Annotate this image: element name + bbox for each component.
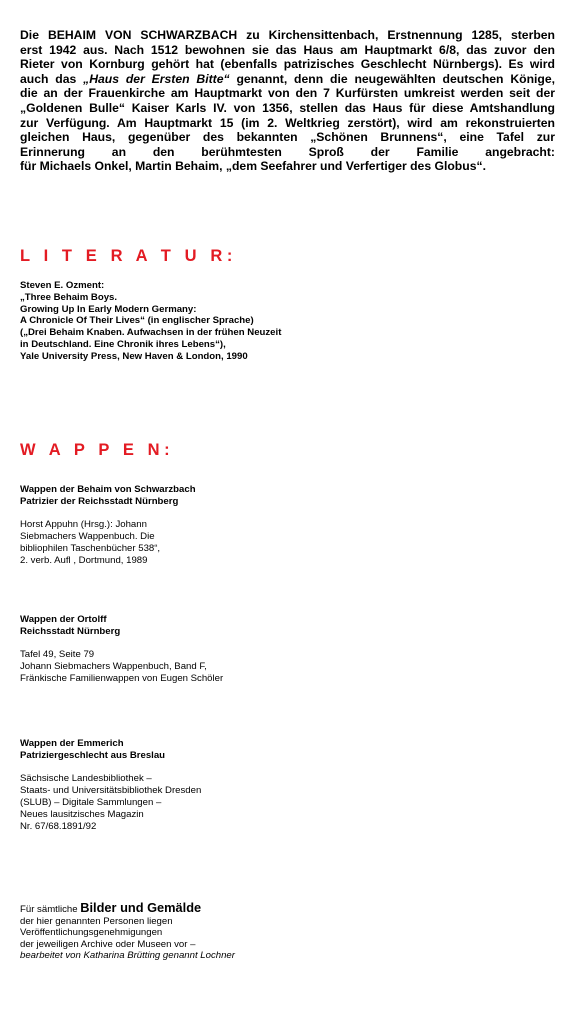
source-line: Johann Siebmachers Wappenbuch, Band F, bbox=[20, 661, 207, 673]
footer-credit bbox=[20, 950, 235, 962]
intro-line: erst 1942 aus. Nach 1512 bewohnen sie das Haus am Hauptmarkt 6/8, das zuvor den bbox=[20, 42, 555, 57]
footer-text: Für sämtliche bbox=[20, 904, 81, 915]
intro-line bbox=[20, 72, 555, 87]
source-line: Nr. 67/68.1891/92 bbox=[20, 820, 97, 832]
footer-italic: bearbeitet von Katharina Brütting genannt Lochner bbox=[20, 950, 235, 962]
footer-line bbox=[20, 902, 235, 916]
wappen-title: Wappen der Emmerich bbox=[20, 738, 124, 749]
wappen-subtitle: Reichsstadt Nürnberg bbox=[20, 625, 121, 637]
wappen-title: Wappen der Behaim von Schwarzbach bbox=[20, 484, 196, 495]
footer-line: der jeweiligen Archive oder Museen vor – bbox=[20, 938, 196, 950]
intro-text: auch das bbox=[20, 71, 84, 86]
wappen-block-emmerich bbox=[20, 738, 201, 832]
footer-emphasis: Bilder und Gemälde bbox=[80, 900, 202, 915]
intro-paragraph bbox=[20, 28, 555, 174]
intro-text: genannt, denn die neugewählten deutschen Könige, bbox=[229, 71, 556, 86]
intro-line: Rieter von Kornburg gehört hat (ebenfalls patrizisches Geschlecht Nürnbergs). Es wird bbox=[20, 57, 555, 72]
reference-line: Growing Up In Early Modern Germany: bbox=[20, 303, 197, 315]
source-line: Staats- und Universitätsbibliothek Dresden bbox=[20, 785, 202, 797]
wappen-subtitle: Patrizier der Reichsstadt Nürnberg bbox=[20, 495, 179, 507]
source-line: Neues lausitzisches Magazin bbox=[20, 808, 144, 820]
literatur-reference bbox=[20, 280, 281, 363]
reference-line: Steven E. Ozment: bbox=[20, 280, 105, 291]
source-line: Fränkische Familienwappen von Eugen Schöler bbox=[20, 672, 224, 684]
literatur-heading: L I T E R A T U R: bbox=[20, 247, 237, 265]
reference-line: A Chronicle Of Their Lives“ (in englischer Sprache) bbox=[20, 315, 254, 327]
source-line: bibliophilen Taschenbücher 538“, bbox=[20, 542, 161, 554]
source-line: Siebmachers Wappenbuch. Die bbox=[20, 531, 155, 543]
wappen-title: Wappen der Ortolff bbox=[20, 614, 107, 625]
intro-line: für Michaels Onkel, Martin Behaim, „dem Seefahrer und Verfertiger des Globus“. bbox=[20, 159, 486, 174]
footer-line: Veröffentlichungsgenehmigungen bbox=[20, 927, 163, 939]
intro-line: „Goldenen Bulle“ Kaiser Karls IV. von 1356, stellen das Haus für diese Amtshandlung bbox=[20, 100, 555, 115]
wappen-block-behaim bbox=[20, 484, 196, 567]
reference-line: Yale University Press, New Haven & London, 1990 bbox=[20, 350, 248, 362]
intro-italic: „Haus der Ersten Bitte“ bbox=[83, 71, 230, 86]
footer-line: der hier genannten Personen liegen bbox=[20, 915, 173, 927]
footer-note bbox=[20, 902, 235, 962]
reference-line: in Deutschland. Eine Chronik ihres Lebens“), bbox=[20, 338, 226, 350]
source-line: (SLUB) – Digitale Sammlungen – bbox=[20, 796, 162, 808]
source-line: 2. verb. Aufl , Dortmund, 1989 bbox=[20, 554, 148, 566]
wappen-subtitle: Patriziergeschlecht aus Breslau bbox=[20, 749, 166, 761]
reference-line: „Three Behaim Boys. bbox=[20, 291, 118, 303]
source-line: Tafel 49, Seite 79 bbox=[20, 649, 95, 661]
wappen-heading: W A P P E N: bbox=[20, 441, 175, 459]
intro-line: Erinnerung an den berühmtesten Sproß der Familie angebracht: bbox=[20, 144, 555, 159]
intro-line: zur Verfügung. Am Hauptmarkt 15 (im 2. Weltkrieg zerstört), wird am rekonstruierten bbox=[20, 115, 555, 130]
intro-line: die an der Frauenkirche am Hauptmarkt von den 7 Kurfürsten umkreist werden seit der bbox=[20, 86, 555, 101]
wappen-block-ortolff bbox=[20, 614, 223, 685]
source-line: Horst Appuhn (Hrsg.): Johann bbox=[20, 519, 147, 531]
reference-line: („Drei Behaim Knaben. Aufwachsen in der frühen Neuzeit bbox=[20, 327, 282, 339]
source-line: Sächsische Landesbibliothek – bbox=[20, 773, 152, 785]
intro-line: gleichen Haus, gegenüber des bekannten „Schönen Brunnens“, eine Tafel zur bbox=[20, 130, 555, 145]
intro-line: Die BEHAIM VON SCHWARZBACH zu Kirchensittenbach, Erstnennung 1285, sterben bbox=[20, 28, 555, 42]
